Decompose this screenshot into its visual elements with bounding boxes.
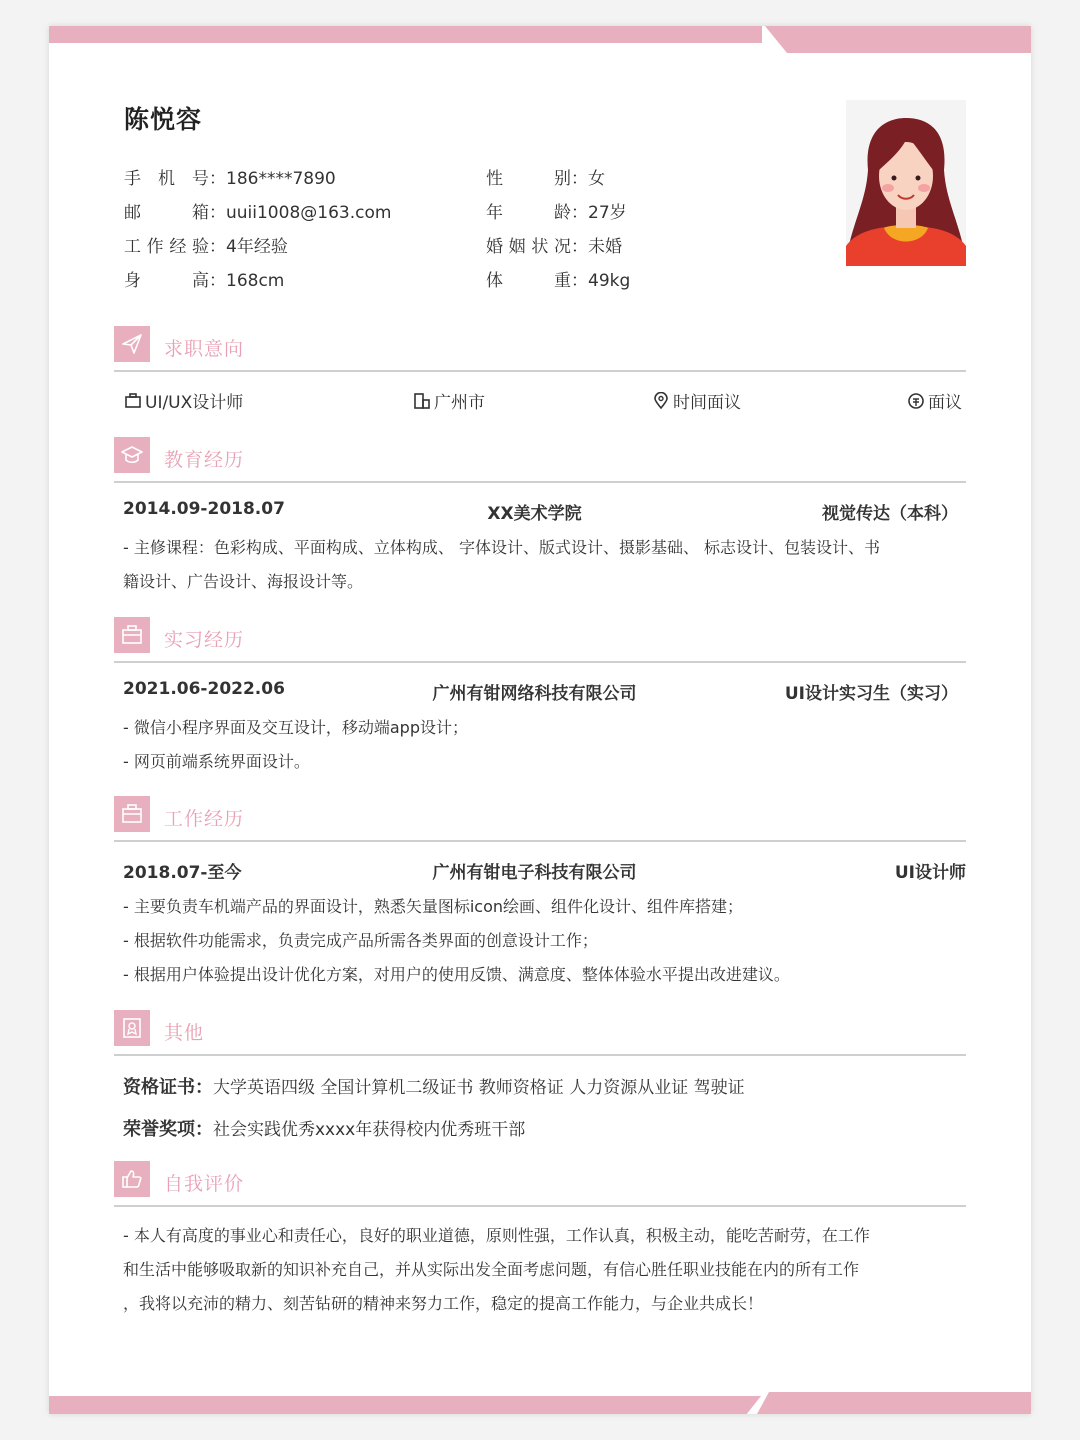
info-weight	[486, 266, 630, 291]
info-value: 未婚	[588, 237, 622, 257]
info-sep: ：	[209, 271, 226, 291]
info-value: 27岁	[588, 203, 627, 223]
education-header	[123, 499, 966, 523]
honor-label: 荣誉奖项：	[123, 1119, 213, 1140]
honor-value: 社会实践优秀xxxx年获得校内优秀班干部	[213, 1120, 526, 1140]
internship-detail: - 微信小程序界面及交互设计，移动端app设计；	[123, 718, 468, 737]
internship-header	[123, 679, 966, 703]
section-divider	[114, 661, 966, 663]
bottom-band-left	[49, 1396, 761, 1414]
work-detail: - 主要负责车机端产品的界面设计，熟悉矢量图标icon绘画、组件化设计、组件库搭建；	[123, 897, 744, 916]
info-value: 186****7890	[226, 169, 336, 189]
intent-salary	[907, 388, 962, 413]
info-label: 体 重	[486, 271, 571, 291]
section-title-intent: 求职意向	[164, 338, 245, 360]
section-divider	[114, 370, 966, 372]
info-email	[124, 198, 391, 223]
internship-role: UI设计实习生（实习）	[784, 684, 958, 704]
info-marital	[486, 232, 622, 257]
location-pin-icon	[652, 392, 670, 410]
section-title-education: 教育经历	[164, 449, 245, 471]
briefcase-icon	[124, 392, 142, 410]
info-sep: ：	[209, 169, 226, 189]
briefcase-icon	[114, 796, 150, 832]
work-header	[123, 858, 966, 882]
info-phone	[124, 164, 336, 189]
info-label: 邮 箱	[124, 203, 209, 223]
cert-value: 大学英语四级 全国计算机二级证书 教师资格证 人力资源从业证 驾驶证	[213, 1078, 745, 1098]
graduation-cap-icon	[114, 437, 150, 473]
info-value: uuii1008@163.com	[226, 203, 392, 223]
intent-time	[652, 388, 741, 413]
info-height	[124, 266, 284, 291]
avatar-illustration	[846, 100, 966, 266]
info-gender	[486, 164, 605, 189]
section-divider	[114, 1205, 966, 1207]
info-sep: ：	[571, 237, 588, 257]
info-label: 婚姻状况	[486, 237, 571, 257]
resume-page	[49, 26, 1031, 1414]
top-band-right	[765, 26, 1031, 53]
work-period: 2018.07-至今	[123, 863, 242, 883]
info-sep: ：	[571, 169, 588, 189]
intent-city	[413, 388, 485, 413]
info-experience	[124, 232, 288, 257]
internship-detail: - 网页前端系统界面设计。	[123, 752, 310, 771]
intent-city-value: 广州市	[434, 393, 485, 413]
section-title-self: 自我评价	[164, 1173, 245, 1195]
intent-time-value: 时间面议	[673, 393, 741, 413]
work-detail: - 根据软件功能需求，负责完成产品所需各类界面的创意设计工作；	[123, 931, 598, 950]
info-value: 女	[588, 169, 605, 189]
info-label: 年 龄	[486, 203, 571, 223]
self-evaluation-line: 和生活中能够吸取新的知识补充自己，并从实际出发全面考虑问题，有信心胜任职业技能在内的所有工作	[123, 1260, 860, 1279]
info-label: 性 别	[486, 169, 571, 189]
section-divider	[114, 1054, 966, 1056]
section-divider	[114, 481, 966, 483]
self-evaluation-line: - 本人有高度的事业心和责任心，良好的职业道德，原则性强，工作认真，积极主动，能吃苦耐劳，在工作	[123, 1226, 870, 1245]
education-period: 2014.09-2018.07	[123, 499, 285, 519]
send-icon	[114, 326, 150, 362]
info-sep: ：	[571, 271, 588, 291]
work-role: UI设计师	[894, 863, 966, 883]
profile-photo	[846, 100, 966, 266]
toolbox-icon	[114, 617, 150, 653]
section-divider	[114, 840, 966, 842]
intent-salary-value: 面议	[928, 393, 962, 413]
section-title-work: 工作经历	[164, 808, 245, 830]
intent-position-value: UI/UX设计师	[145, 393, 244, 413]
self-evaluation-line: ，我将以充沛的精力、刻苦钻研的精神来努力工作，稳定的提高工作能力，与企业共成长！	[123, 1294, 764, 1313]
other-certificates	[123, 1073, 968, 1099]
info-sep: ：	[571, 203, 588, 223]
info-label: 工作经验	[124, 237, 209, 257]
work-company: 广州有钳电子科技有限公司	[432, 863, 637, 883]
education-school: XX美术学院	[487, 504, 582, 524]
building-icon	[413, 392, 431, 410]
info-age	[486, 198, 627, 223]
cert-label: 资格证书：	[123, 1077, 213, 1098]
section-title-internship: 实习经历	[164, 629, 245, 651]
bottom-band-right	[757, 1392, 1031, 1414]
other-honors	[123, 1115, 968, 1141]
education-detail: 籍设计、广告设计、海报设计等。	[123, 572, 364, 591]
candidate-name: 陈悦容	[124, 105, 203, 134]
section-title-other: 其他	[164, 1022, 205, 1044]
certificate-icon	[114, 1010, 150, 1046]
info-sep: ：	[209, 203, 226, 223]
work-detail: - 根据用户体验提出设计优化方案，对用户的使用反馈、满意度、整体体验水平提出改进建议。	[123, 965, 790, 984]
info-value: 49kg	[588, 271, 631, 291]
internship-company: 广州有钳网络科技有限公司	[432, 684, 637, 704]
info-sep: ：	[209, 237, 226, 257]
thumbs-up-icon	[114, 1161, 150, 1197]
info-label: 手 机 号	[124, 169, 209, 189]
info-value: 168cm	[226, 271, 285, 291]
education-detail: - 主修课程：色彩构成、平面构成、立体构成、 字体设计、版式设计、摄影基础、 标志设计、包装设计、书	[123, 538, 881, 557]
education-major: 视觉传达（本科）	[822, 504, 958, 524]
info-value: 4年经验	[226, 237, 288, 257]
currency-icon	[907, 392, 925, 410]
intent-position	[124, 388, 243, 413]
internship-period: 2021.06-2022.06	[123, 679, 285, 699]
top-band-left	[49, 26, 762, 43]
info-label: 身 高	[124, 271, 209, 291]
